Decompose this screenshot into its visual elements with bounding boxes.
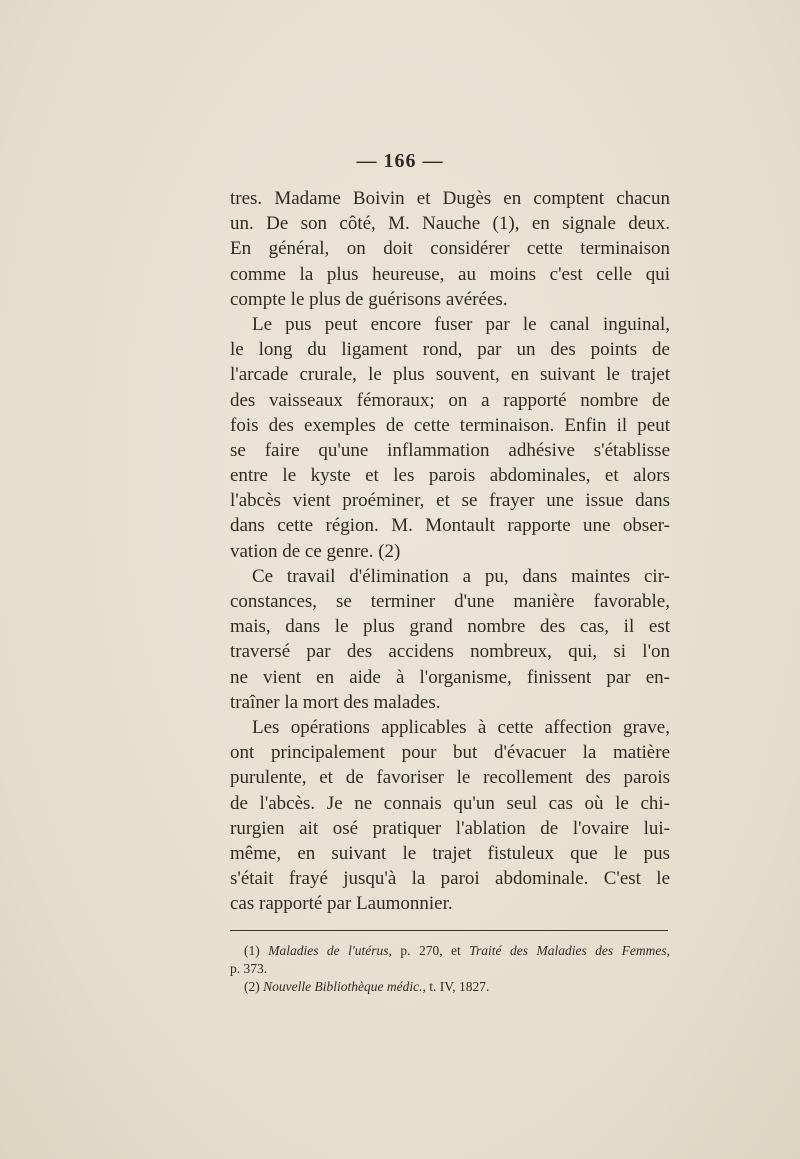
text-line: purulente, et de favoriser le recollement des parois xyxy=(230,767,670,789)
text-line: fois des exemples de cette terminaison. Enfin il peut xyxy=(230,414,670,436)
footnote-divider xyxy=(230,930,668,931)
text-line: des vaisseaux fémoraux; on a rapporté nombre de xyxy=(230,389,670,411)
text-line: se faire qu'une inflammation adhésive s'établisse xyxy=(230,439,670,461)
text-line: ne vient en aide à l'organisme, finissent par en- xyxy=(230,666,670,688)
footnotes xyxy=(230,942,670,996)
footnote-2 xyxy=(230,978,670,996)
text-line: vation de ce genre. (2) xyxy=(230,540,401,562)
footnote-text: , p. 270, et xyxy=(388,943,461,958)
text-line: un. De son côté, M. Nauche (1), en signale deux. xyxy=(230,213,670,235)
text-line: l'abcès vient proéminer, et se frayer une issue dans xyxy=(230,490,670,512)
text-line: ont principalement pour but d'évacuer la matière xyxy=(230,742,670,764)
text-line: dans cette région. M. Montault rapporte une obser- xyxy=(230,515,670,537)
text-line: constances, se terminer d'une manière favorable, xyxy=(230,591,670,612)
text-line: rurgien ait osé pratiquer l'ablation de l'ovaire lui- xyxy=(230,817,670,839)
text-line: traversé par des accidens nombreux, qui, si l'on xyxy=(230,641,670,663)
footnote-title: Traité des Maladies des Femmes xyxy=(469,943,667,958)
footnote-text: , t. IV, 1827. xyxy=(422,979,490,994)
text-line: Les opérations applicables à cette affection grave, xyxy=(252,716,670,738)
footnote-1-continued: p. 373. xyxy=(230,961,268,976)
text-line: entre le kyste et les parois abdominales, et alors xyxy=(230,465,670,487)
footnote-1 xyxy=(230,942,670,960)
footnote-mark: (1) xyxy=(244,943,260,958)
footnote-mark: (2) xyxy=(244,979,260,994)
text-line: l'arcade crurale, le plus souvent, en suivant le trajet xyxy=(230,364,670,386)
text-line: cas rapporté par Laumonnier. xyxy=(230,893,453,915)
footnote-title: Nouvelle Bibliothèque médic. xyxy=(263,979,423,994)
text-line: Ce travail d'élimination a pu, dans maintes cir- xyxy=(252,565,670,587)
text-line: compte le plus de guérisons avérées. xyxy=(230,288,508,310)
footnote-text: , xyxy=(666,943,671,958)
text-line: de l'abcès. Je ne connais qu'un seul cas où le chi- xyxy=(230,792,670,814)
text-line: le long du ligament rond, par un des points de xyxy=(230,339,670,361)
text-line: En général, on doit considérer cette terminaison xyxy=(230,238,670,260)
text-line: traîner la mort des malades. xyxy=(230,691,441,713)
footnote-title: Maladies de l'utérus xyxy=(268,943,389,958)
text-line: même, en suivant le trajet fistuleux que le pus xyxy=(230,842,670,864)
text-line: mais, dans le plus grand nombre des cas, il est xyxy=(230,616,670,638)
text-line: tres. Madame Boivin et Dugès en comptent chacun xyxy=(230,188,670,209)
page-number: — 166 — xyxy=(356,150,444,172)
body-text xyxy=(230,186,670,916)
text-line: s'était frayé jusqu'à la paroi abdominale. C'est le xyxy=(230,868,670,890)
text-line: comme la plus heureuse, au moins c'est celle qui xyxy=(230,263,670,285)
text-line: Le pus peut encore fuser par le canal inguinal, xyxy=(252,313,670,335)
